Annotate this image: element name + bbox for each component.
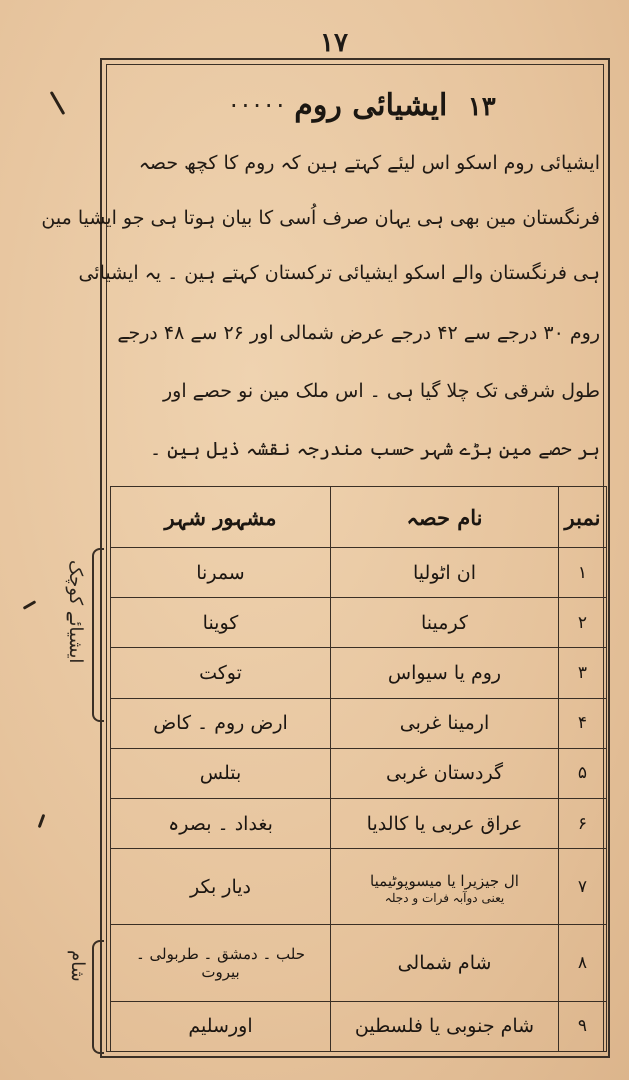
margin-note-lower: شام	[67, 950, 88, 982]
paragraph-line-3: ہی فرنگستان والے اسکو ایشیائی ترکستان کہتے ہین ۔ یہ ایشیائی	[78, 262, 600, 284]
row-region: عراق عربی یا کالدیا	[331, 799, 559, 849]
ink-mark	[50, 91, 66, 115]
section-title: ایشیائی روم	[294, 88, 448, 123]
row-region: ان اٹولیا	[331, 548, 559, 598]
margin-brace-lower	[92, 940, 104, 1054]
table-row	[111, 648, 607, 698]
ink-mark	[38, 814, 46, 828]
table-row	[111, 925, 607, 1001]
row-number: ۴	[559, 698, 607, 748]
row-region	[331, 849, 559, 925]
table-row	[111, 548, 607, 598]
paragraph-line-4: روم ۳۰ درجے سے ۴۲ درجے عرض شمالی اور ۲۶ سے ۴۸ درجے	[117, 322, 600, 344]
paragraph-line-2: فرنگستان مین بھی ہی یہان صرف اُسی کا بیان ہوتا ہی جو ایشیا مین	[41, 207, 600, 229]
row-cities: بغداد ۔ بصرہ	[111, 799, 331, 849]
row-cities: دیار بکر	[111, 849, 331, 925]
paragraph-line-1: ایشیائی روم اسکو اس لیئے کہتے ہین کہ روم کا کچھ حصہ	[138, 152, 600, 174]
table-row	[111, 849, 607, 925]
section-number: ۱۳	[467, 92, 496, 122]
row-number: ۲	[559, 598, 607, 648]
row-cities: ارض روم ۔ کاض	[111, 698, 331, 748]
row-region: شام شمالی	[331, 925, 559, 1001]
paragraph-line-6: ہر حصے مین بڑے شہر حسب مندرجہ نقشہ ذیل ہین ۔	[149, 438, 600, 460]
row-region-name: ال جیزیرا یا میسوپوٹیمیا	[370, 871, 519, 890]
paragraph-line-5: طول شرقی تک چلا گیا ہی ۔ اس ملک مین نو حصے اور	[163, 380, 600, 402]
row-number: ۵	[559, 748, 607, 798]
margin-brace-upper	[92, 548, 104, 722]
row-number: ۶	[559, 799, 607, 849]
row-cities: اورسلیم	[111, 1001, 331, 1051]
regions-table	[110, 486, 607, 1052]
margin-note-upper: ایشیائے کوچک	[65, 560, 86, 664]
row-cities: توکت	[111, 648, 331, 698]
table-row	[111, 748, 607, 798]
row-cities: حلب ۔ دمشق ۔ طربولی ۔ بیروت	[111, 925, 331, 1001]
row-region: روم یا سیواس	[331, 648, 559, 698]
header-cities: مشہور شہر	[111, 487, 331, 548]
row-region: ارمینا غربی	[331, 698, 559, 748]
row-cities: کوینا	[111, 598, 331, 648]
row-number: ۸	[559, 925, 607, 1001]
table-row	[111, 1001, 607, 1051]
table-header-row	[111, 487, 607, 548]
header-number: نمبر	[559, 487, 607, 548]
row-region: گردستان غربی	[331, 748, 559, 798]
row-number: ۳	[559, 648, 607, 698]
table-row	[111, 598, 607, 648]
row-number: ۱	[559, 548, 607, 598]
decorative-dots: ·····	[230, 92, 289, 120]
table-row	[111, 698, 607, 748]
table-row	[111, 799, 607, 849]
row-cities: سمرنا	[111, 548, 331, 598]
row-region: کرمینا	[331, 598, 559, 648]
ink-mark	[23, 600, 37, 610]
row-cities: بتلس	[111, 748, 331, 798]
section-heading	[230, 88, 560, 123]
header-region: نام حصہ	[331, 487, 559, 548]
row-region: شام جنوبی یا فلسطین	[331, 1001, 559, 1051]
row-number: ۷	[559, 849, 607, 925]
row-number: ۹	[559, 1001, 607, 1051]
page-number: ۱۷	[320, 28, 348, 58]
row-region-note: یعنی دوآبہ فرات و دجلہ	[384, 890, 505, 905]
